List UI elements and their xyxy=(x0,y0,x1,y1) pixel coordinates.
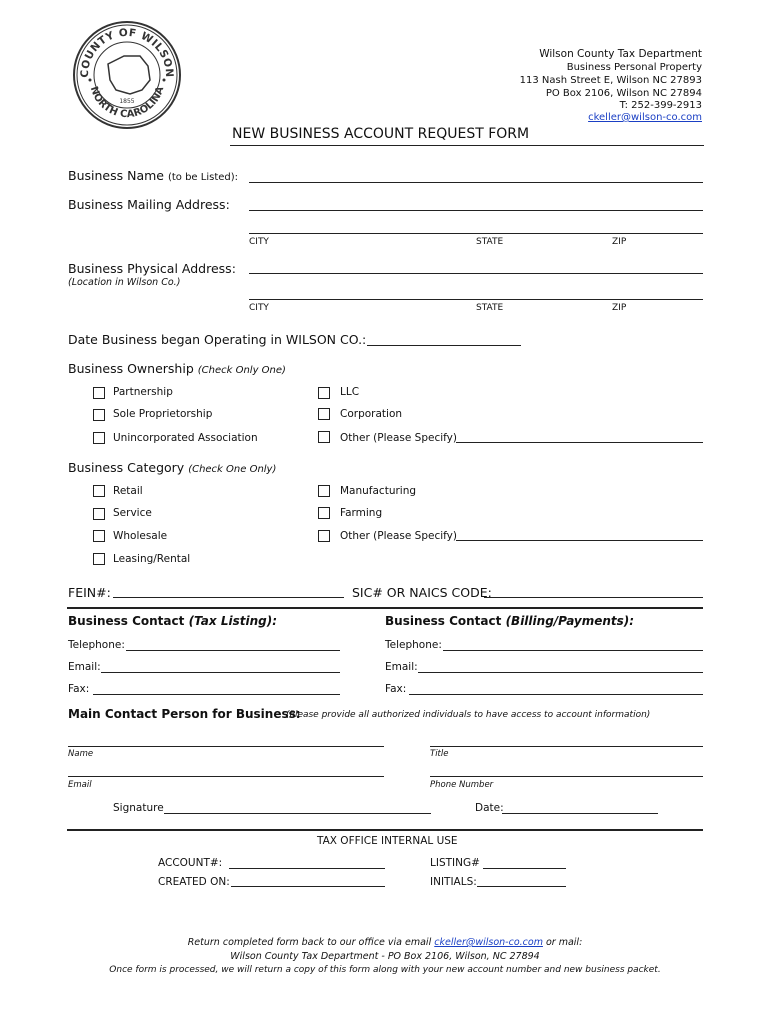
category-service-checkbox[interactable] xyxy=(93,508,105,520)
mailing-state-label: STATE xyxy=(476,237,504,247)
footer-email-link[interactable]: ckeller@wilson-co.com xyxy=(434,937,543,948)
category-retail-label: Retail xyxy=(113,485,143,497)
created-on-field[interactable] xyxy=(231,886,385,887)
tax-telephone-field[interactable] xyxy=(126,650,340,651)
listing-number-field[interactable] xyxy=(483,868,566,869)
contact-phone-field[interactable] xyxy=(430,776,703,777)
category-manufacturing-checkbox[interactable] xyxy=(318,485,330,497)
tax-telephone-label: Telephone: xyxy=(68,639,125,651)
physical-zip-label: ZIP xyxy=(612,303,627,313)
billing-fax-field[interactable] xyxy=(409,694,703,695)
svg-text:NORTH CAROLINA: NORTH CAROLINA xyxy=(87,85,167,121)
contact-name-label: Name xyxy=(68,749,94,759)
title-rule xyxy=(230,145,704,146)
header-phone: T: 252-399-2913 xyxy=(619,100,702,111)
footer-line-3: Once form is processed, we will return a copy of this form along with your new account number and new business packet. xyxy=(109,965,661,975)
tax-email-label: Email: xyxy=(68,661,101,673)
tax-email-field[interactable] xyxy=(101,672,340,673)
contact-title-label: Title xyxy=(430,749,449,759)
initials-field[interactable] xyxy=(477,886,566,887)
tax-fax-field[interactable] xyxy=(93,694,340,695)
listing-number-label: LISTING# xyxy=(430,857,480,869)
date-label: Date: xyxy=(475,802,504,814)
date-began-field[interactable] xyxy=(367,345,521,346)
date-began-label: Date Business began Operating in WILSON CO.: xyxy=(68,332,367,347)
category-retail-checkbox[interactable] xyxy=(93,485,105,497)
ownership-unincorporated-checkbox[interactable] xyxy=(93,432,105,444)
ownership-llc-checkbox[interactable] xyxy=(318,387,330,399)
footer-line-1: Return completed form back to our office via email ckeller@wilson-co.com or mail: xyxy=(187,937,583,948)
signature-label: Signature xyxy=(113,802,164,814)
sic-naics-label: SIC# OR NAICS CODE: xyxy=(352,585,492,600)
physical-city-state-zip-field[interactable] xyxy=(249,299,703,300)
physical-address-field[interactable] xyxy=(249,273,703,274)
billing-email-label: Email: xyxy=(385,661,418,673)
category-label: Business Category (Check One Only) xyxy=(68,460,277,475)
physical-address-label: Business Physical Address: xyxy=(68,261,236,276)
mailing-city-state-zip-field[interactable] xyxy=(249,233,703,234)
mailing-address-field[interactable] xyxy=(249,210,703,211)
contact-phone-label: Phone Number xyxy=(430,780,494,790)
ownership-corporation-checkbox[interactable] xyxy=(318,408,330,420)
billing-telephone-label: Telephone: xyxy=(385,639,442,651)
physical-state-label: STATE xyxy=(476,303,504,313)
header-dept: Wilson County Tax Department xyxy=(539,48,702,60)
billing-fax-label: Fax: xyxy=(385,683,407,695)
main-contact-note: (Please provide all authorized individuals to have access to account information) xyxy=(286,710,651,720)
billing-email-field[interactable] xyxy=(418,672,703,673)
tax-contact-heading: Business Contact (Tax Listing): xyxy=(68,614,277,628)
header-address1: 113 Nash Street E, Wilson NC 27893 xyxy=(519,75,702,86)
seal-top-text: COUNTY OF WILSON xyxy=(78,26,176,78)
account-number-label: ACCOUNT#: xyxy=(158,857,223,869)
date-field[interactable] xyxy=(502,813,658,814)
header-division: Business Personal Property xyxy=(566,62,702,73)
footer-line-2: Wilson County Tax Department - PO Box 2106, Wilson, NC 27894 xyxy=(230,951,540,962)
contact-email-label: Email xyxy=(68,780,92,790)
billing-telephone-field[interactable] xyxy=(443,650,703,651)
contact-title-field[interactable] xyxy=(430,746,703,747)
tax-fax-label: Fax: xyxy=(68,683,90,695)
fein-field[interactable] xyxy=(113,597,344,598)
business-name-label: Business Name (to be Listed): xyxy=(68,168,239,183)
county-seal xyxy=(72,20,182,130)
ownership-sole-proprietorship-label: Sole Proprietorship xyxy=(113,408,213,420)
mailing-address-label: Business Mailing Address: xyxy=(68,197,230,212)
header-email-link[interactable]: ckeller@wilson-co.com xyxy=(588,112,702,123)
internal-use-title: TAX OFFICE INTERNAL USE xyxy=(317,835,458,847)
created-on-label: CREATED ON: xyxy=(158,876,230,888)
ownership-other-label: Other (Please Specify) xyxy=(340,432,457,444)
account-number-field[interactable] xyxy=(229,868,385,869)
contacts-top-rule xyxy=(67,607,703,609)
category-other-checkbox[interactable] xyxy=(318,530,330,542)
category-leasing-label: Leasing/Rental xyxy=(113,553,191,565)
signature-field[interactable] xyxy=(164,813,431,814)
mailing-city-label: CITY xyxy=(249,237,269,247)
form-title: NEW BUSINESS ACCOUNT REQUEST FORM xyxy=(232,126,530,142)
category-wholesale-checkbox[interactable] xyxy=(93,530,105,542)
ownership-llc-label: LLC xyxy=(340,386,360,398)
county-outline xyxy=(108,56,150,94)
ownership-partnership-label: Partnership xyxy=(113,386,173,398)
mailing-zip-label: ZIP xyxy=(612,237,627,247)
physical-address-note: (Location in Wilson Co.) xyxy=(68,277,181,288)
category-farming-label: Farming xyxy=(340,507,383,519)
ownership-other-checkbox[interactable] xyxy=(318,431,330,443)
internal-top-rule xyxy=(67,829,703,831)
ownership-corporation-label: Corporation xyxy=(340,408,403,420)
category-leasing-checkbox[interactable] xyxy=(93,553,105,565)
contact-name-field[interactable] xyxy=(68,746,384,747)
billing-contact-heading: Business Contact (Billing/Payments): xyxy=(385,614,635,628)
svg-text:1855: 1855 xyxy=(119,98,135,105)
category-wholesale-label: Wholesale xyxy=(113,530,168,542)
fein-label: FEIN#: xyxy=(68,585,111,600)
initials-label: INITIALS: xyxy=(430,876,477,888)
main-contact-heading: Main Contact Person for Business: xyxy=(68,707,301,721)
category-manufacturing-label: Manufacturing xyxy=(340,485,417,497)
category-farming-checkbox[interactable] xyxy=(318,507,330,519)
category-service-label: Service xyxy=(113,507,152,519)
ownership-sole-proprietorship-checkbox[interactable] xyxy=(93,409,105,421)
ownership-partnership-checkbox[interactable] xyxy=(93,387,105,399)
header-address2: PO Box 2106, Wilson NC 27894 xyxy=(545,88,702,99)
physical-city-label: CITY xyxy=(249,303,269,313)
ownership-unincorporated-label: Unincorporated Association xyxy=(113,432,258,444)
business-name-field[interactable] xyxy=(249,182,703,183)
ownership-label: Business Ownership (Check Only One) xyxy=(68,361,286,376)
category-other-label: Other (Please Specify) xyxy=(340,530,457,542)
ownership-other-field[interactable] xyxy=(456,442,703,443)
category-other-field[interactable] xyxy=(456,540,703,541)
sic-naics-field[interactable] xyxy=(484,597,703,598)
contact-email-field[interactable] xyxy=(68,776,384,777)
